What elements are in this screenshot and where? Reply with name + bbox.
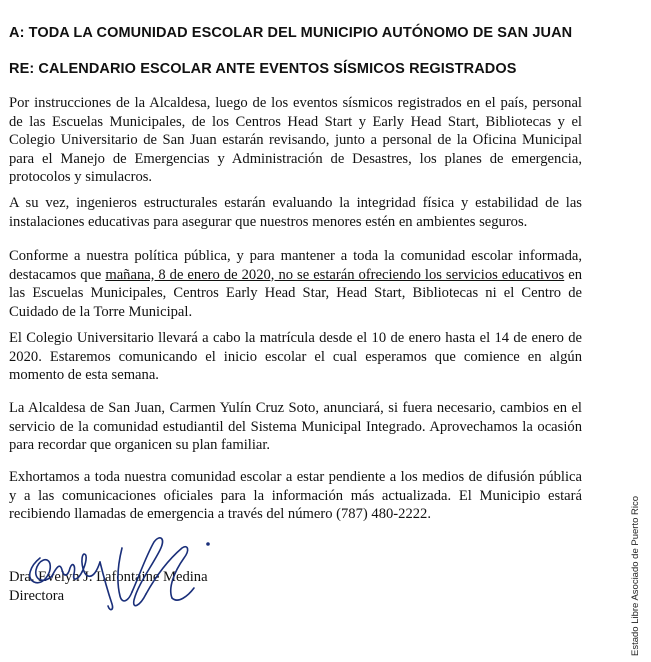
paragraph-enrollment: El Colegio Universitario llevará a cabo la matrícula desde el 10 de enero hasta el 14 de enero de 2020. Estaremos comunicando el inicio escolar el cual esperamos que comience en algún momento de esta semana. <box>9 330 582 384</box>
policy-text-after: en las Escuelas Municipales, Centros Early Head Star, Head Start, Bibliotecas ni el Centro de Cuidado de la Torre Municipal. <box>9 266 582 320</box>
policy-text-before: Conforme a nuestra política pública, y para mantener a toda la comunidad escolar informada, destacamos que <box>9 248 582 283</box>
side-vertical-text: Estado Libre Asociado de Puerto Rico <box>630 495 641 656</box>
paragraph-engineers: A su vez, ingenieros estructurales estarán evaluando la integridad física y estabilidad de las instalaciones educativas para asegurar que nuestros menores estén en ambientes seguros. <box>9 195 582 230</box>
handwritten-signature <box>22 518 212 618</box>
paragraph-instructions: Por instrucciones de la Alcaldesa, luego de los eventos sísmicos registrados en el país, personal de las Escuelas Municipales, de los Centros Head Start y Early Head Start, Bibliotecas y el Colegio Universitario de San Juan estarán revisando, junto a personal de la Oficina Municipal para el Manejo de Emergencias y Administración de Desastres, los planes de emergencia, protocolos y simulacros. <box>9 95 582 186</box>
paragraph-exhortation: Exhortamos a toda nuestra comunidad escolar a estar pendiente a los medios de difusión pública y a las comunicaciones oficiales para la información más actualizada. El Municipio estará recibiendo llamadas de emergencia a través del número (787) 480-2222. <box>9 469 582 523</box>
paragraph-mayor: La Alcaldesa de San Juan, Carmen Yulín Cruz Soto, anunciará, si fuera necesario, cambios en el servicio de la comunidad estudiantil del Sistema Municipal Integrado. Aprovechamos la ocasión para recordar que organicen su plan familiar. <box>9 400 582 454</box>
signatory-title: Directora <box>9 588 65 604</box>
paragraph-policy <box>9 247 582 321</box>
recipient-heading: A: TODA LA COMUNIDAD ESCOLAR DEL MUNICIPIO AUTÓNOMO DE SAN JUAN <box>9 25 573 41</box>
signatory-name: Dra. Evelyn J. Lafontaine Medina <box>9 569 208 585</box>
subject-heading: RE: CALENDARIO ESCOLAR ANTE EVENTOS SÍSMICOS REGISTRADOS <box>9 61 517 77</box>
policy-underlined-notice: mañana, 8 de enero de 2020, no se estarán ofreciendo los servicios educativos <box>105 266 565 283</box>
